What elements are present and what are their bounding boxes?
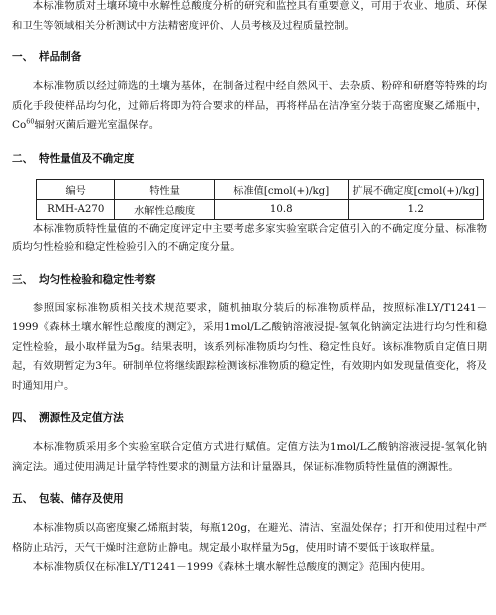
section-heading-1 (12, 49, 487, 65)
packaging-paragraph: 本标准物质以高密度聚乙烯瓶封装，每瓶120g，在避光、清洁、室温处保存；打开和使用过程中严格防止玷污，天气干燥时注意防止静电。规定最小取样量为5g，使用时请不要低于该取样量。 (12, 522, 487, 554)
section-title: 样品制备 (39, 51, 82, 63)
section-number: 一、 (12, 51, 34, 63)
intro-paragraph: 本标准物质对土壤环境中水解性总酸度分析的研究和监控具有重要意义，可用于农业、地质、环保和卫生等领域相关分析测试中方法精密度评价、人员考核及过程质量控制。 (12, 0, 487, 32)
section-title: 包装、储存及使用 (39, 493, 124, 505)
sample-preparation-paragraph: 本标准物质以经过筛选的土壤为基体，在制备过程中经自然风干、去杂质、粉碎和研磨等特殊的均质化手段使样品均匀化，过筛后将即为符合要求的样品，再将样品在洁净室分装于高密度聚乙烯瓶中，Co$^{60}$辐射灭菌后避光室温保存。 (12, 80, 487, 131)
section-title: 特性量值及不确定度 (39, 152, 135, 165)
column-header: 标准值[cmol(+)/kg] (214, 179, 348, 199)
uncertainty-paragraph: 本标准物质特性量值的不确定度评定中主要考虑多家实验室联合定值引入的不确定度分量、标准物质均匀性检验和稳定性检验引入的不确定度分量。 (12, 222, 487, 253)
table-header-row (37, 179, 484, 199)
table-cell-code: RMH-A270 (37, 199, 115, 219)
traceability-paragraph: 本标准物质采用多个实验室联合定值方式进行赋值。定值方法为1mol/L乙酸钠溶液浸提-氢氧化钠滴定法。通过使用满足计量学特性要求的测量方法和计量器具，保证标准物质特性量值的溯源性。 (12, 441, 487, 473)
section-heading-3 (12, 272, 487, 288)
section-heading-5 (12, 491, 487, 507)
table-cell-property: 水解性总酸度 (115, 199, 215, 219)
section-number: 二、 (12, 152, 34, 165)
table-cell-uncertainty: 1.2 (348, 199, 483, 219)
homogeneity-stability-paragraph: 参照国家标准物质相关技术规范要求，随机抽取分装后的标准物质样品，按照标准LY/T1241－1999《森林土壤水解性总酸度的测定》，采用1mol/L乙酸钠溶液浸提-氢氧化钠滴定法进行均匀性和稳定性检验，最小取样量为5g。结果表明，该系列标准物质均匀性、稳定性良好。该标准物质自定值日期起，有效期暂定为3年。研制单位将继续跟踪检测该标准物质的稳定性，有效期内如发现量值变化，将及时通知用户。 (12, 301, 487, 392)
column-header: 编号 (37, 179, 115, 199)
section-number: 五、 (12, 493, 34, 505)
section-title: 均匀性检验和稳定性考察 (39, 273, 156, 286)
property-value-table (36, 179, 484, 220)
section-heading-2 (12, 151, 487, 167)
column-header: 特性量 (115, 179, 215, 199)
table-cell-value: 10.8 (214, 199, 348, 219)
section-number: 四、 (12, 412, 34, 424)
section-number: 三、 (12, 273, 34, 286)
section-heading-4 (12, 410, 487, 426)
section-title: 溯源性及定值方法 (39, 412, 124, 424)
table-row (37, 199, 484, 219)
column-header: 扩展不确定度[cmol(+)/kg] (348, 179, 483, 199)
usage-scope-paragraph: 本标准物质仅在标准LY/T1241－1999《森林土壤水解性总酸度的测定》范围内使用。 (32, 561, 432, 573)
